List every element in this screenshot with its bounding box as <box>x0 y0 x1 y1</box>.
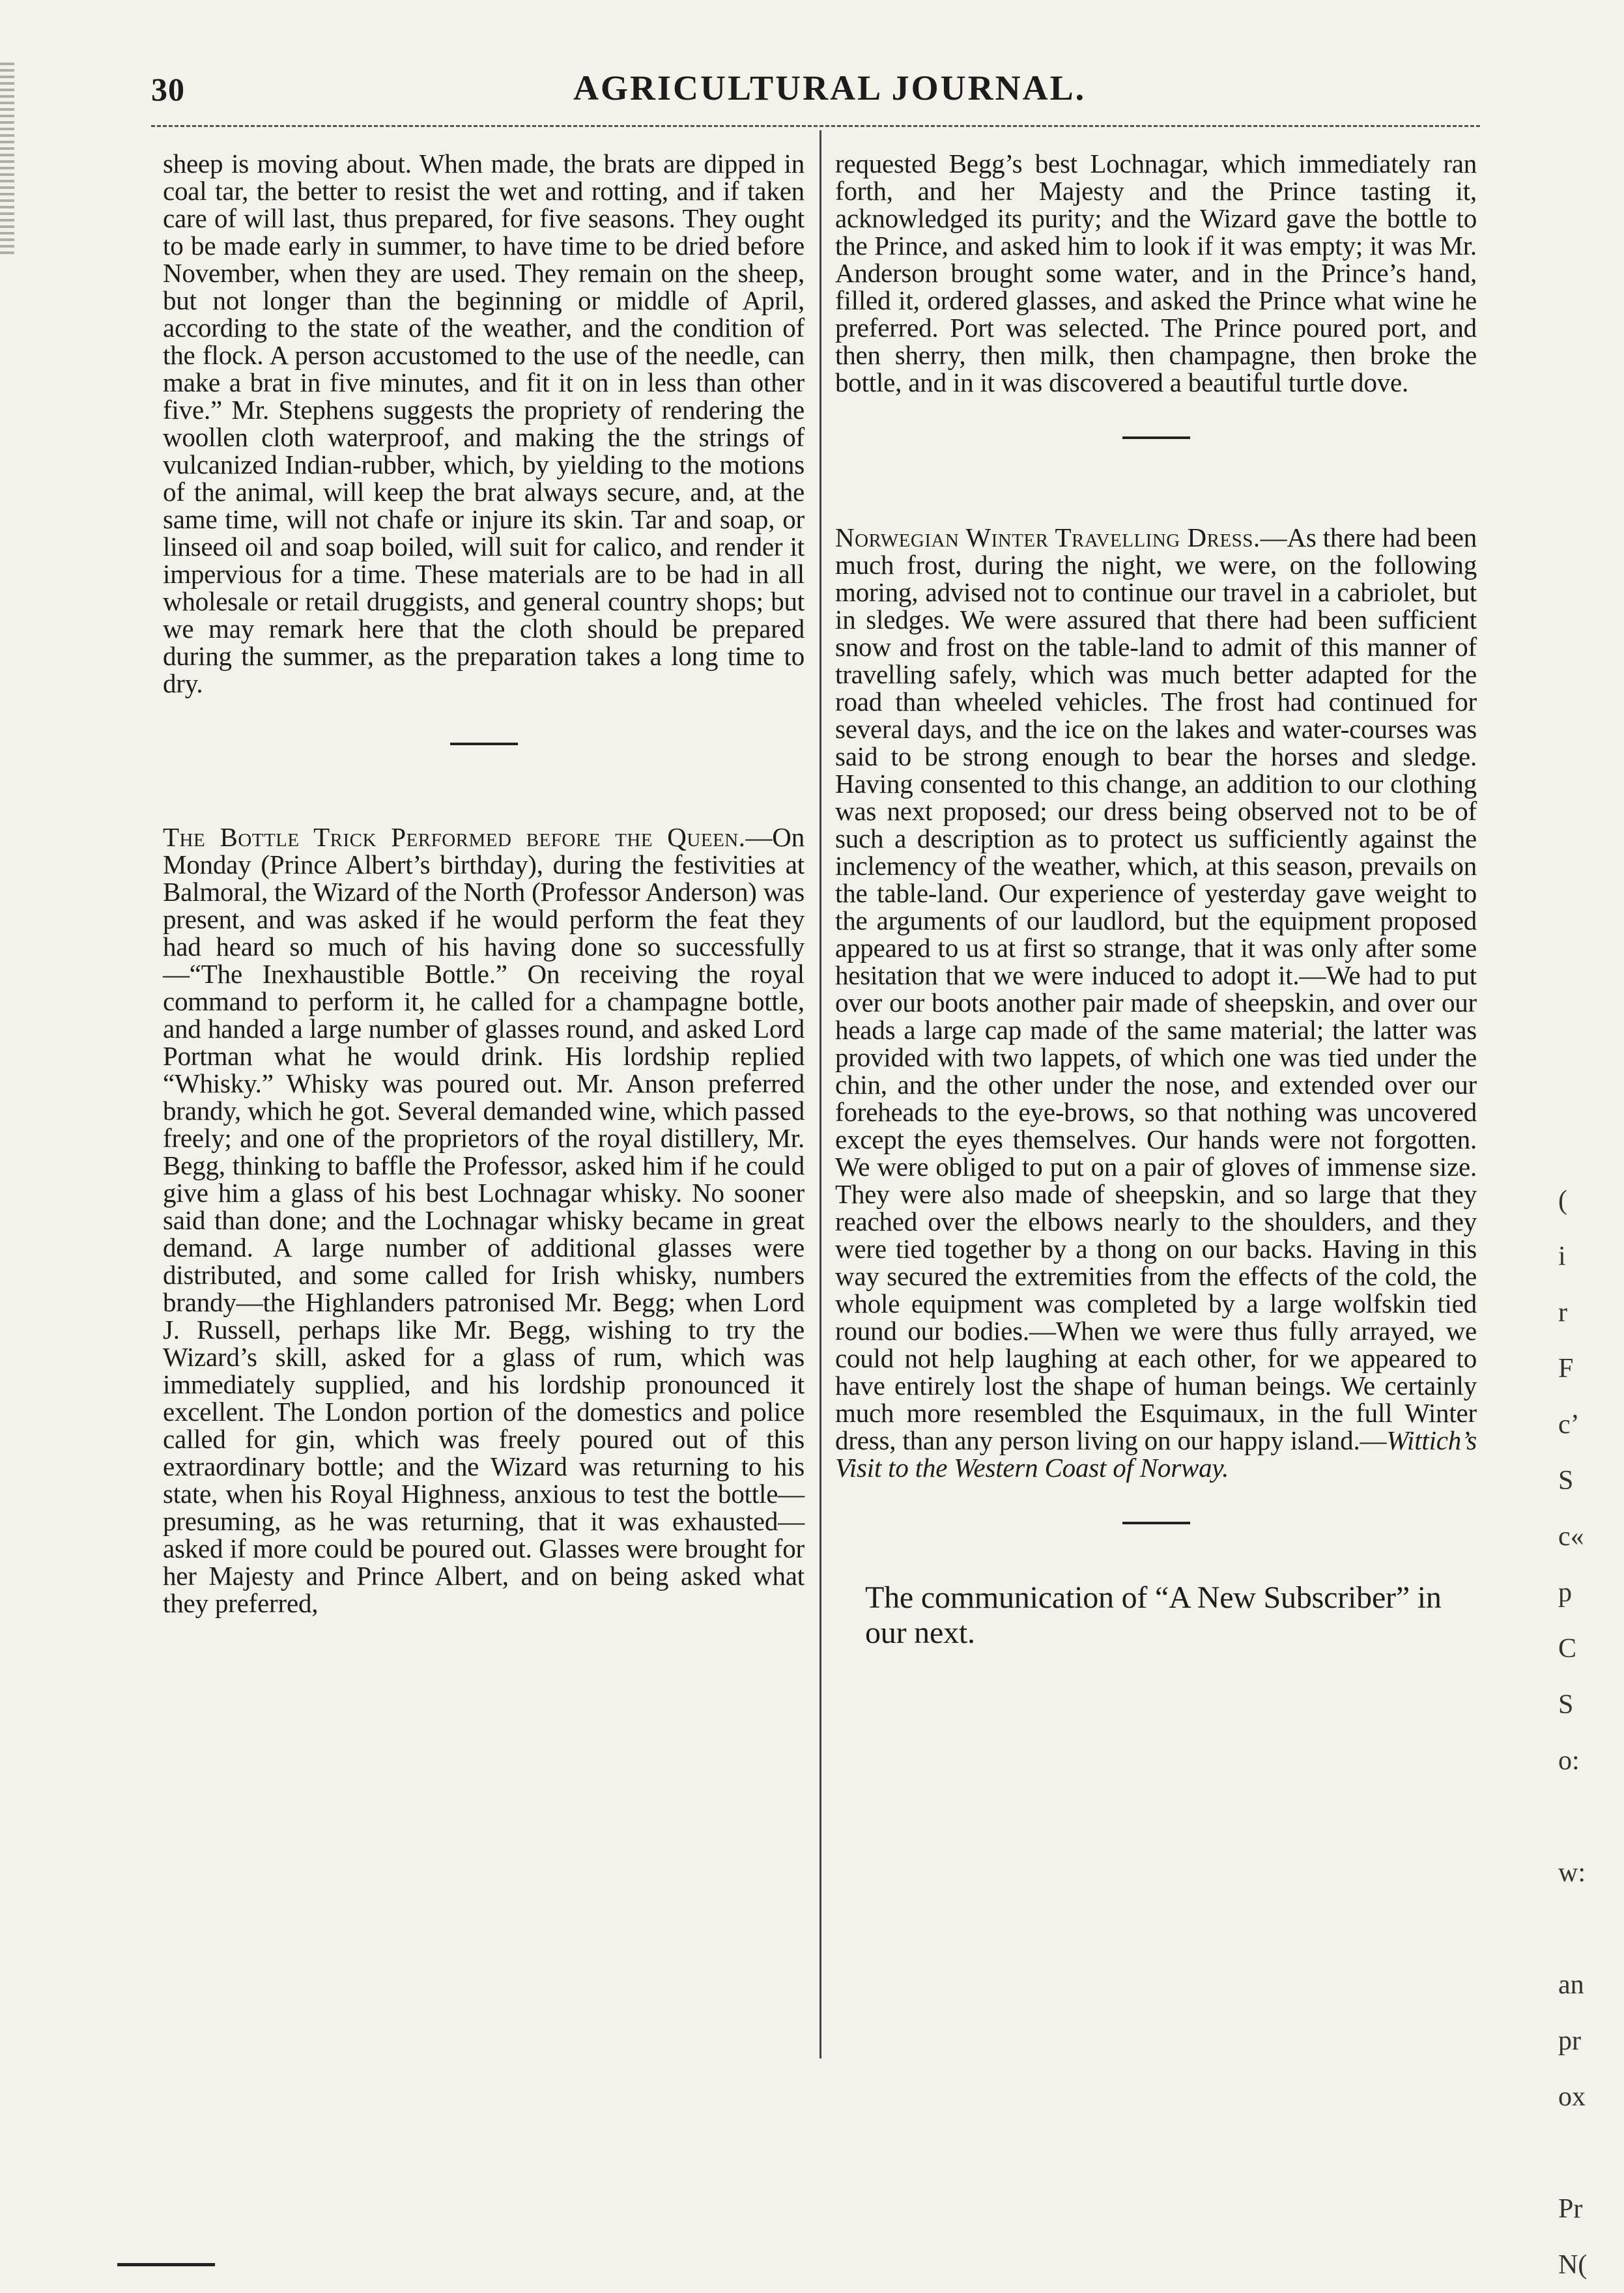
bottle-trick-heading: The Bottle Trick Performed before the Queen. <box>163 822 746 852</box>
section-divider <box>1122 1522 1190 1524</box>
sheep-brats-continuation: sheep is moving about. When made, the brats are dipped in coal tar, the better to resist the wet and rotting, and if taken care of will last, thus prepared, for five seasons. They ought to be made early in summer, to have time to be dried before November, when they are used. They remain on the sheep, but not longer than the beginning or middle of April, according to the state of the weather, and the condition of the flock. A person accustomed to the use of the needle, can make a brat in five minutes, and fit it on in less than other five.” Mr. Stephens suggests the propriety of rendering the woollen cloth waterproof, and making the the strings of vulcanized Indian-rubber, which, by yielding to the motions of the animal, will keep the brat always secure, and, at the same time, will not chafe or injure its skin. Tar and soap, or linseed oil and soap boiled, will suit for calico, and render it impervious for a time. These materials are to be had in all wholesale or retail druggists, and general country shops; but we may remark here that the cloth should be prepared during the summer, as the preparation takes a long time to dry. <box>163 149 805 698</box>
winter-dress-body: —As there had been much frost, during the night, we were, on the following moring, advised not to continue our travel in a cabriolet, but in sledges. We were assured that there had been sufficient snow and frost on the table-land to admit of this manner of travelling safely, which was much better adapted for the road than wheeled vehicles. The frost had continued for several days, and the ice on the lakes and water-courses was said to be strong enough to bear the horses and sledge. Having consented to this change, an addition to our clothing was next proposed; our dress being observed not to be of such a description as to protect us sufficiently against the inclemency of the weather, which, at this season, prevails on the table-land. Our experience of yesterday gave weight to the arguments of our laudlord, but the equipment proposed appeared to us at first so strange, that it was only after some hesitation that we were induced to adopt it.—We had to put over our boots another pair made of sheepskin, and over our heads a large cap made of the same material; the latter was provided with two lappets, of which one was tied under the chin, and the other under the nose, and extended over our foreheads to the eye-brows, so that nothing was uncovered except the eyes themselves. Our hands were not forgotten. We were obliged to put on a pair of gloves of immense size. They were also made of sheepskin, and so large that they reached over the elbows nearly to the shoulders, and they were tied together by a thong on our backs. Having in this way secured the extremities from the effects of the cold, the whole equipment was completed by a large wolfskin tied round our bodies.—When we were thus fully arrayed, we could not help laughing at each other, for we appeared to have entirely lost the shape of human beings. We certainly much more resembled the Esquimaux, in the full Winter dress, than any person living on our happy island.— <box>835 522 1477 1455</box>
right-column <box>835 150 1477 1651</box>
bottle-trick-article <box>163 823 805 1617</box>
bottom-ink-smudge <box>117 2263 215 2266</box>
left-column <box>163 150 805 1617</box>
winter-dress-heading: Norwegian Winter Travelling Dress. <box>835 522 1261 552</box>
section-divider <box>1122 436 1190 439</box>
right-margin-bleed-text: ( i r F c’ S c« p C S o: w: an pr ox Pr N( <box>1558 1186 1588 2280</box>
bottle-trick-continued: requested Begg’s best Lochnagar, which immediately ran forth, and her Majesty and the Prince tasting it, acknowledged its purity; and the Wizard gave the bottle to the Prince, and asked him to look if it was empty; it was Mr. Anderson brought some water, and in the Prince’s hand, filled it, ordered glasses, and asked the Prince what wine he preferred. Port was selected. The Prince poured port, and then sherry, then milk, then champagne, then broke the bottle, and in it was discovered a beautiful turtle dove. <box>835 149 1477 397</box>
running-head: AGRICULTURAL JOURNAL. <box>573 68 1087 107</box>
winter-dress-attribution: Wittich’s Visit to the Western Coast of Norway. <box>835 1425 1477 1483</box>
column-rule <box>819 130 821 2058</box>
left-margin-bleed <box>0 63 14 258</box>
header-rule <box>151 125 1480 127</box>
bottle-trick-body: —On Monday (Prince Albert’s birthday), during the festivities at Balmoral, the Wizard of the North (Professor Anderson) was present, and was asked if he would perform the feat they had heard so much of his having done so successfully —“The Inexhaustible Bottle.” On receiving the royal command to perform it, he called for a champagne bottle, and handed a large number of glasses round, and asked Lord Portman what he would drink. His lordship replied “Whisky.” Whisky was poured out. Mr. Anson preferred brandy, which he got. Several demanded wine, which passed freely; and one of the proprietors of the royal distillery, Mr. Begg, thinking to baffle the Professor, asked him if he could give him a glass of his best Lochnagar whisky. No sooner said than done; and the Lochnagar whisky became in great demand. A large number of additional glasses were distributed, and some called for Irish whisky, numbers brandy—the Highlanders patronised Mr. Begg; when Lord J. Russell, perhaps like Mr. Begg, wishing to try the Wizard’s skill, asked for a glass of rum, which was immediately supplied, and his lordship pronounced it excellent. The London portion of the domestics and police called for gin, which was freely poured out of this extraordinary bottle; and the Wizard was returning to his state, when his Royal Highness, anxious to test the bottle—presuming, as he was returning, that it was exhausted—asked if more could be poured out. Glasses were brought for her Majesty and Prince Albert, and on being asked what they preferred, <box>163 822 805 1618</box>
winter-dress-article <box>835 524 1477 1481</box>
subscriber-notice: The communication of “A New Subscriber” in our next. <box>865 1580 1442 1650</box>
section-divider <box>450 743 518 745</box>
page-number: 30 <box>151 71 185 107</box>
